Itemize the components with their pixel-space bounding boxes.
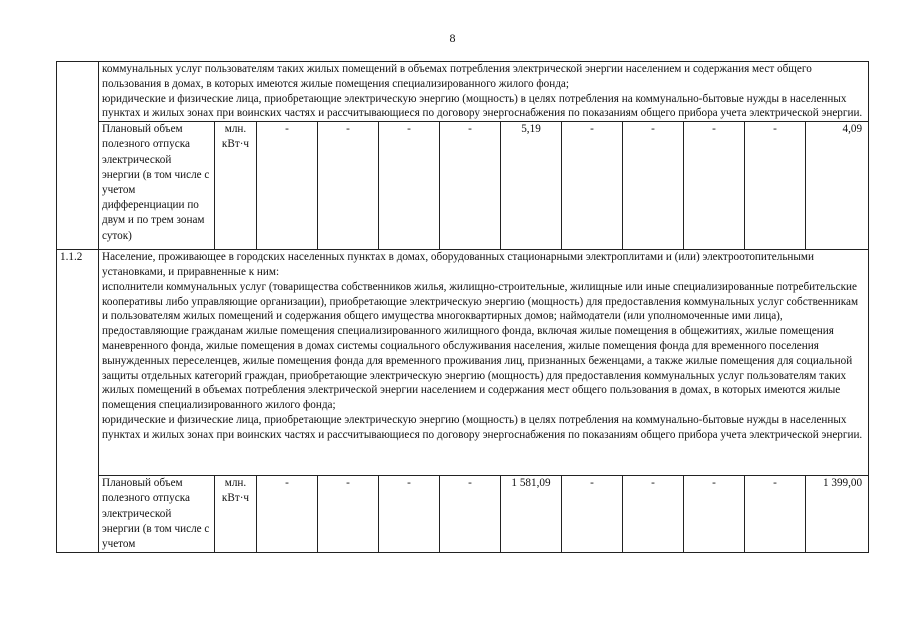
row-number-cell: [57, 62, 99, 250]
value-cell: -: [440, 122, 501, 250]
value-cell: -: [684, 476, 745, 553]
row-description: [99, 62, 869, 122]
value-cell: 4,09: [806, 122, 869, 250]
description-paragraph: Население, проживающее в городских населенных пунктах в домах, оборудованных стационарными электроплитами и (или) электроотопительными установками, и приравненные к ним:: [102, 251, 815, 278]
row-description: [99, 250, 869, 476]
table-row: [57, 122, 869, 250]
unit-cell: млн. кВт·ч: [215, 122, 257, 250]
value-cell: 5,19: [501, 122, 562, 250]
value-cell: -: [318, 476, 379, 553]
value-cell: -: [562, 476, 623, 553]
tariff-table: [56, 61, 869, 553]
table-row: [57, 250, 869, 476]
value-cell: -: [379, 476, 440, 553]
table-row: [57, 476, 869, 553]
value-cell: 1 581,09: [501, 476, 562, 553]
description-paragraph: исполнители коммунальных услуг (товарищества собственников жилья, жилищно-строительные, жилищные или иные специализированные потребительские кооперативы либо управляющие организации), приобретающие электрическую энергию (мощность) для предоставления коммунальных услуг собственникам и пользователям жилых помещений и содержания общего имущества многоквартирных домов; наймодатели (или уполномоченные ими лица), предоставляющие гражданам жилые помещения специализированного жилищного фонда, включая жилые помещения в общежитиях, жилые помещения маневренного фонда, жилые помещения в домах системы социального обслуживания населения, жилые помещения фонда для временного поселения вынужденных переселенцев, жилые помещения фонда для временного проживания лиц, признанных беженцами, а также жилые помещения для социальной защиты отдельных категорий граждан, приобретающие электрическую энергию (мощность) для предоставления коммунальных услуг пользователям таких жилых помещений в объемах потребления электрической энергии населением и содержания мест общего пользования в домах, в которых имеются жилые помещения специализированного жилого фонда;: [102, 280, 859, 412]
value-cell: -: [257, 122, 318, 250]
table-row: [57, 62, 869, 122]
page-number: 8: [449, 31, 456, 45]
value-cell: -: [745, 476, 806, 553]
unit-cell: млн. кВт·ч: [215, 476, 257, 553]
row-number-cell: 1.1.2: [57, 250, 99, 553]
value-cell: -: [623, 122, 684, 250]
value-cell: -: [257, 476, 318, 553]
value-cell: -: [562, 122, 623, 250]
value-cell: -: [318, 122, 379, 250]
value-cell: -: [745, 122, 806, 250]
value-cell: -: [440, 476, 501, 553]
value-cell: -: [684, 122, 745, 250]
description-paragraph: юридические и физические лица, приобретающие электрическую энергию (мощность) в целях потребления на коммунально-бытовые нужды в населенных пунктах и жилых зонах при воинских частях и рассчитывающиеся по договору энергоснабжения по показаниям общего прибора учета электрической энергии.: [102, 92, 863, 120]
value-cell: 1 399,00: [806, 476, 869, 553]
indicator-label: Плановый объем полезного отпуска электрической энергии (в том числе с учетом: [99, 476, 215, 553]
indicator-label: Плановый объем полезного отпуска электрической энергии (в том числе с учетом дифференциации по двум и по трем зонам суток): [99, 122, 215, 250]
value-cell: -: [379, 122, 440, 250]
description-paragraph: коммунальных услуг пользователям таких жилых помещений в объемах потребления электрической энергии населением и содержания мест общего пользования в домах, в которых имеются жилые помещения специализированного жилого фонда;: [102, 63, 812, 90]
description-paragraph: юридические и физические лица, приобретающие электрическую энергию (мощность) в целях потребления на коммунально-бытовые нужды в населенных пунктах и жилых зонах при воинских частях и рассчитывающиеся по договору энергоснабжения по показаниям общего прибора учета электрической энергии.: [102, 413, 863, 441]
value-cell: -: [623, 476, 684, 553]
